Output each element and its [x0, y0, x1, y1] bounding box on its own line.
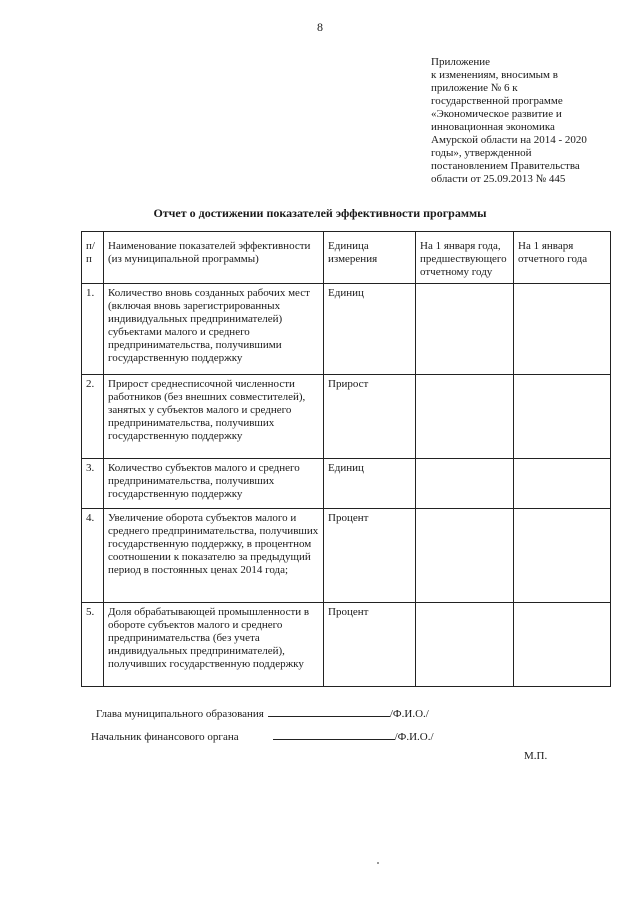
table-row: [82, 375, 611, 459]
row-cur-value: [514, 375, 611, 459]
signature-head-label: Глава муниципального образования: [96, 708, 264, 720]
row-prev-value: [416, 284, 514, 375]
row-cur-value: [514, 509, 611, 603]
row-name: Количество субъектов малого и среднего предпринимательства, получивших государственную поддержку: [104, 459, 324, 509]
row-cur-value: [514, 284, 611, 375]
row-prev-value: [416, 603, 514, 687]
row-prev-value: [416, 509, 514, 603]
table-row: [82, 459, 611, 509]
header-name: Наименование показателей эффективности (из муниципальной программы): [104, 232, 324, 284]
appendix-line: государственной программе: [431, 95, 563, 107]
row-name: Увеличение оборота субъектов малого и среднего предпринимательства, получивших государственную поддержку, в процентном соотношении к показателю за предыдущий период в постоянных ценах 2014 года;: [104, 509, 324, 603]
row-unit: Процент: [324, 603, 416, 687]
table-row: [82, 284, 611, 375]
signature-finance-line: [273, 729, 395, 740]
row-cur-value: [514, 459, 611, 509]
appendix-block: [431, 56, 631, 186]
row-num: 3.: [82, 459, 104, 509]
indicators-table: [81, 231, 611, 687]
signature-head: [96, 706, 429, 720]
header-current-year: На 1 января отчетного года: [514, 232, 611, 284]
signature-finance: [91, 729, 434, 743]
signature-head-line: [268, 706, 390, 717]
appendix-line: области от 25.09.2013 № 445: [431, 173, 566, 185]
row-name: Доля обрабатывающей промышленности в обороте субъектов малого и среднего предпринимательства (без учета индивидуальных предпринимателей), получивших государственную поддержку: [104, 603, 324, 687]
row-prev-value: [416, 375, 514, 459]
appendix-line: «Экономическое развитие и: [431, 108, 562, 120]
document-title: Отчет о достижении показателей эффективности программы: [153, 206, 487, 220]
row-unit: Процент: [324, 509, 416, 603]
appendix-line: к изменениям, вносимым в: [431, 69, 558, 81]
scan-speck: [377, 862, 379, 864]
page-number: 8: [317, 20, 323, 34]
signature-head-suffix: /Ф.И.О./: [389, 708, 429, 720]
row-unit: Прирост: [324, 375, 416, 459]
table-row: [82, 509, 611, 603]
header-prev-year: На 1 января года, предшествующего отчетному году: [416, 232, 514, 284]
row-prev-value: [416, 459, 514, 509]
header-num: п/п: [82, 232, 104, 284]
row-num: 5.: [82, 603, 104, 687]
row-num: 2.: [82, 375, 104, 459]
appendix-line: Приложение: [431, 56, 491, 68]
signature-finance-label: Начальник финансового органа: [91, 731, 239, 743]
table-header-row: [82, 232, 611, 284]
appendix-line: Амурской области на 2014 - 2020: [431, 134, 587, 146]
row-name: Количество вновь созданных рабочих мест (включая вновь зарегистрированных индивидуальных предпринимателей) субъектами малого и среднего предпринимательства, получившими государственную поддержку: [104, 284, 324, 375]
signature-finance-suffix: /Ф.И.О./: [394, 731, 434, 743]
row-num: 1.: [82, 284, 104, 375]
row-name: Прирост среднесписочной численности работников (без внешних совместителей), занятых у субъектов малого и среднего предпринимательства, получивших государственную поддержку: [104, 375, 324, 459]
appendix-line: годы», утвержденной: [431, 147, 532, 159]
stamp-label: М.П.: [524, 750, 548, 762]
appendix-line: приложение № 6 к: [431, 82, 518, 94]
row-num: 4.: [82, 509, 104, 603]
header-unit: Единица измерения: [324, 232, 416, 284]
row-unit: Единиц: [324, 284, 416, 375]
appendix-line: инновационная экономика: [431, 121, 555, 133]
row-unit: Единиц: [324, 459, 416, 509]
table-row: [82, 603, 611, 687]
appendix-line: постановлением Правительства: [431, 160, 580, 172]
row-cur-value: [514, 603, 611, 687]
